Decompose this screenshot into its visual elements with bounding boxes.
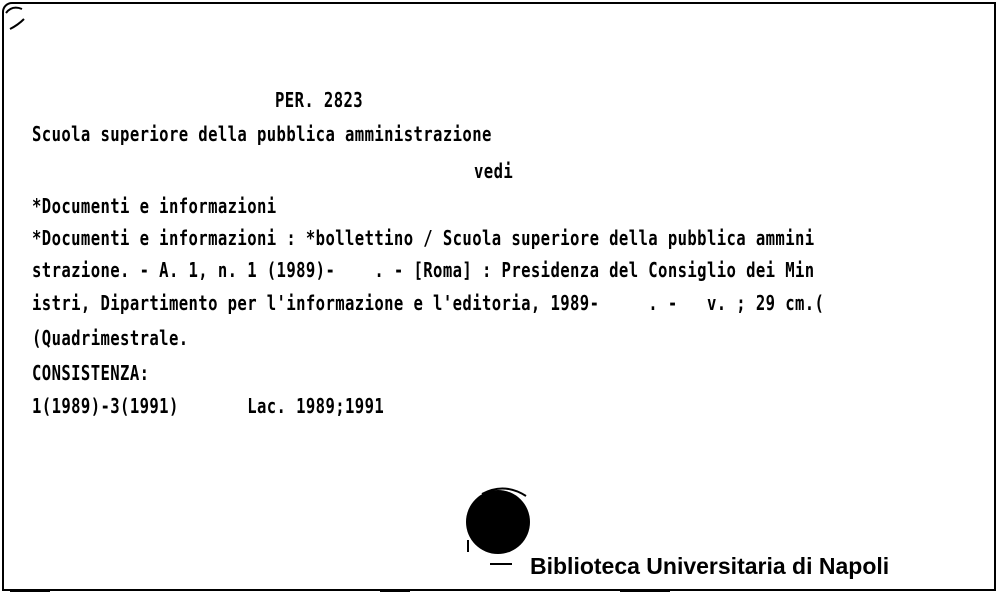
heading-entry: Scuola superiore della pubblica amministrazione [32,122,492,146]
description-line-2: strazione. - A. 1, n. 1 (1989)- . - [Roma] : Presidenza del Consiglio dei Min [32,258,815,282]
see-target: *Documenti e informazioni [32,194,277,218]
bottom-edge-dash [10,590,50,592]
bottom-edge-dash [380,590,410,592]
holdings-label: CONSISTENZA: [32,361,150,385]
description-line-3: istri, Dipartimento per l'informazione e l'editoria, 1989- . - v. ; 29 cm.( [32,291,825,315]
description-line-1: *Documenti e informazioni : *bollettino / Scuola superiore della pubblica ammini [32,226,815,250]
card-corner-mark [4,3,32,33]
description-line-4: (Quadrimestrale. [32,326,189,350]
library-stamp-disc [466,490,530,554]
library-stamp-text: Biblioteca Universitaria di Napoli [530,553,890,579]
bottom-edge-dash [620,590,670,592]
holdings-value: 1(1989)-3(1991) Lac. 1989;1991 [32,394,385,418]
shelfmark: PER. 2823 [275,88,364,112]
see-reference: vedi [474,159,514,183]
